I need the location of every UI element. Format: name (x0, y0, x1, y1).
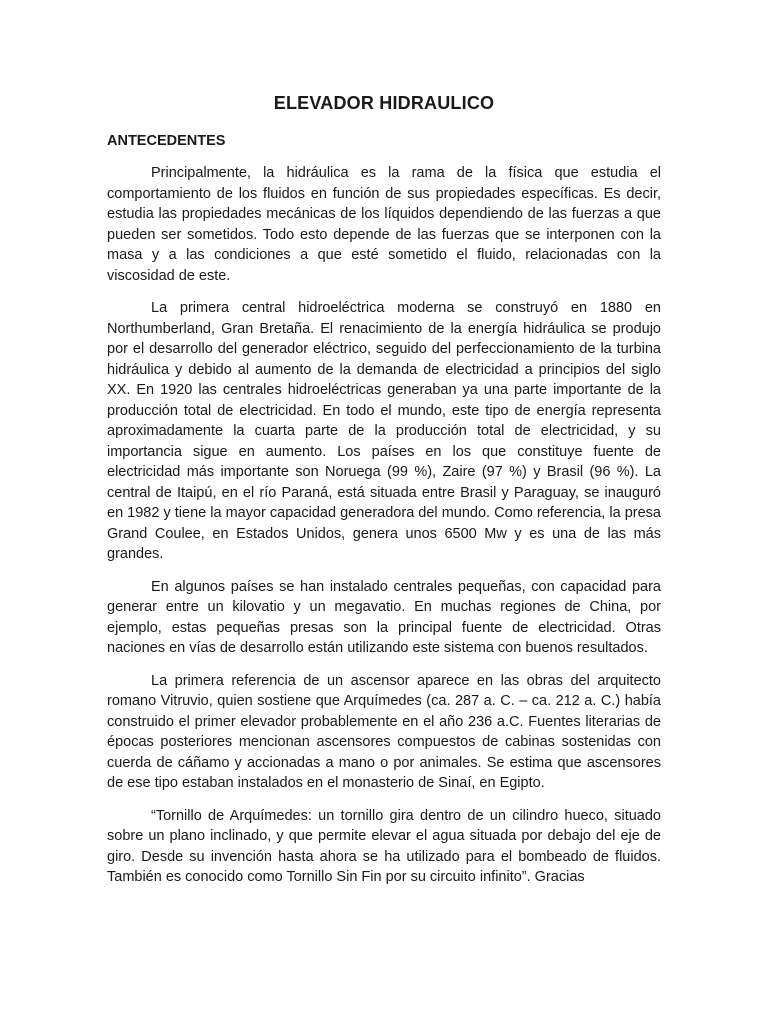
paragraph: La primera referencia de un ascensor aparece en las obras del arquitecto romano Vitruvio, quien sostiene que Arquímedes (ca. 287 a. C. – ca. 212 a. C.) había construido el primer elevador probablemente en el año 236 a.C. Fuentes literarias de épocas posteriores mencionan ascensores compuestos de cabinas sostenidas con cuerda de cáñamo y accionadas a mano o por animales. Se estima que ascensores de ese tipo estaban instalados en el monasterio de Sinaí, en Egipto. (107, 672, 661, 791)
document-body (107, 163, 661, 900)
paragraph: “Tornillo de Arquímedes: un tornillo gira dentro de un cilindro hueco, situado sobre un plano inclinado, y que permite elevar el agua situada por debajo del eje de giro. Desde su invención hasta ahora se ha utilizado para el bombeado de fluidos. También es conocido como Tornillo Sin Fin por su circuito infinito”. Gracias (107, 807, 661, 885)
document-title: ELEVADOR HIDRAULICO (273, 93, 495, 113)
paragraph: Principalmente, la hidráulica es la rama de la física que estudia el comportamiento de los fluidos en función de sus propiedades específicas. Es decir, estudia las propiedades mecánicas de los líquidos dependiendo de las fuerzas a que pueden ser sometidos. Todo esto depende de las fuerzas que se interponen con la masa y a las condiciones a que esté sometido el fluido, relacionadas con la viscosidad de este. (107, 165, 661, 284)
paragraph: La primera central hidroeléctrica moderna se construyó en 1880 en Northumberland, Gran Bretaña. El renacimiento de la energía hidráulica se produjo por el desarrollo del generador eléctrico, seguido del perfeccionamiento de la turbina hidráulica y debido al aumento de la demanda de electricidad a principios del siglo XX. En 1920 las centrales hidroeléctricas generaban ya una parte importante de la producción total de electricidad. En todo el mundo, este tipo de energía representa aproximadamente la cuarta parte de la producción total de electricidad, y su importancia sigue en aumento. Los países en los que constituye fuente de electricidad más importante son Noruega (99 %), Zaire (97 %) y Brasil (96 %). La central de Itaipú, en el río Paraná, está situada entre Brasil y Paraguay, se inauguró en 1982 y tiene la mayor capacidad generadora del mundo. Como referencia, la presa Grand Coulee, en Estados Unidos, genera unos 6500 Mw y es una de las más grandes. (107, 300, 661, 562)
section-heading: ANTECEDENTES (107, 133, 226, 149)
paragraph: En algunos países se han instalado centrales pequeñas, con capacidad para generar entre un kilovatio y un megavatio. En muchas regiones de China, por ejemplo, estas pequeñas presas son la principal fuente de electricidad. Otras naciones en vías de desarrollo están utilizando este sistema con buenos resultados. (107, 578, 661, 656)
